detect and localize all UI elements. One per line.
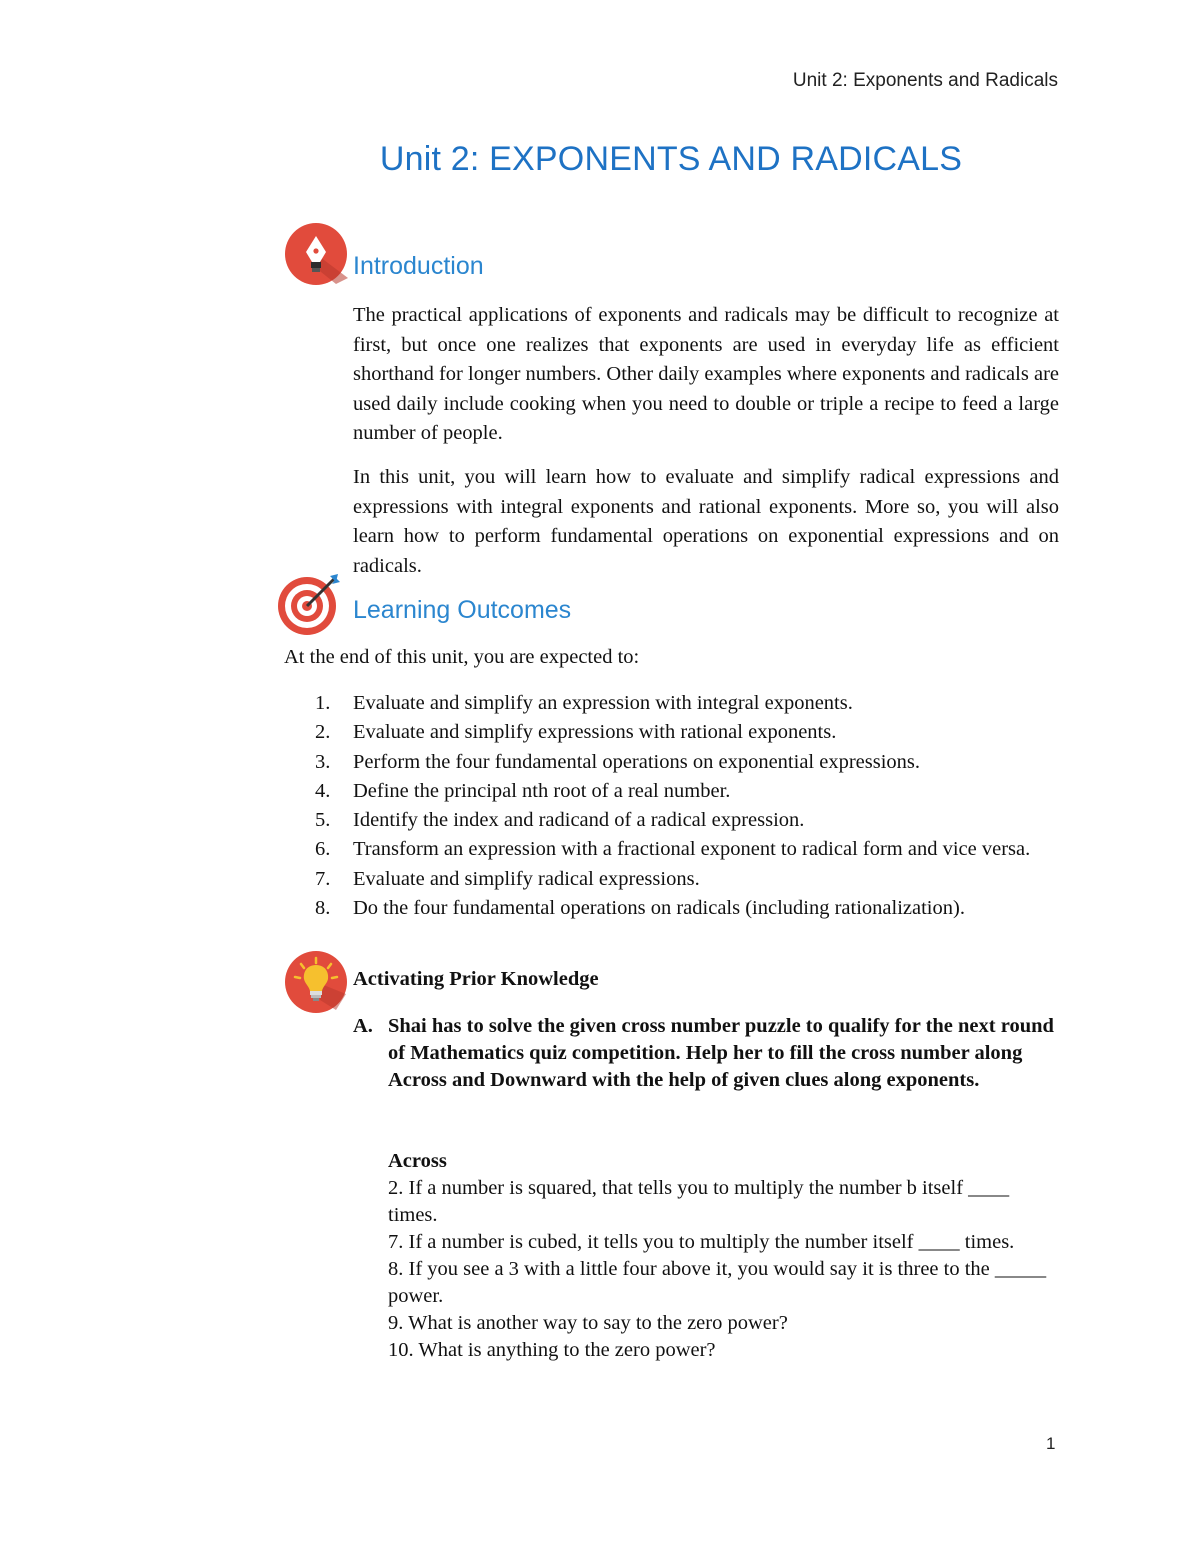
question-a	[353, 1013, 1059, 1094]
list-number: 7.	[315, 867, 331, 890]
clue-item: 7. If a number is cubed, it tells you to multiply the number itself ____ times.	[388, 1231, 1015, 1253]
list-text: Define the principal nth root of a real number.	[353, 779, 731, 802]
running-header: Unit 2: Exponents and Radicals	[792, 70, 1058, 91]
question-text: Shai has to solve the given cross number puzzle to qualify for the next round of Mathematics quiz competition. Help her to fill the cross number along Across and Downward with the help of given clues along exponents.	[388, 1015, 1054, 1091]
list-text: Identify the index and radicand of a radical expression.	[353, 809, 805, 832]
introduction-heading: Introduction	[353, 252, 484, 280]
outcomes-lead: At the end of this unit, you are expected to:	[284, 646, 640, 668]
clue-item: 9. What is another way to say to the zero power?	[388, 1312, 788, 1334]
list-item	[315, 689, 1075, 718]
list-item	[315, 865, 1075, 894]
list-text: Evaluate and simplify radical expressions.	[353, 867, 700, 890]
outcomes-list	[315, 689, 1075, 923]
clue-item: 10. What is anything to the zero power?	[388, 1339, 716, 1361]
list-text: Evaluate and simplify expressions with rational exponents.	[353, 721, 837, 744]
list-item	[315, 748, 1075, 777]
list-item	[315, 835, 1043, 864]
clues-block	[388, 1148, 1068, 1364]
list-text: Do the four fundamental operations on radicals (including rationalization).	[353, 897, 965, 920]
list-text: Transform an expression with a fractional exponent to radical form and vice versa.	[353, 838, 1031, 861]
list-number: 1.	[315, 692, 331, 714]
list-item	[315, 894, 1075, 923]
list-number: 5.	[315, 809, 331, 832]
list-text: Evaluate and simplify an expression with integral exponents.	[353, 692, 853, 714]
list-item	[315, 806, 1075, 835]
list-text: Perform the four fundamental operations on exponential expressions.	[353, 750, 921, 773]
page-title: Unit 2: EXPONENTS AND RADICALS	[379, 140, 963, 178]
page-number: 1	[1046, 1434, 1056, 1453]
pen-nib-icon	[284, 222, 348, 291]
list-item	[315, 777, 1075, 806]
list-number: 3.	[315, 750, 331, 773]
prior-knowledge-heading: Activating Prior Knowledge	[353, 968, 599, 990]
question-letter: A.	[353, 1015, 373, 1037]
learning-outcomes-heading: Learning Outcomes	[353, 596, 572, 624]
target-icon	[276, 572, 342, 641]
lightbulb-icon	[284, 950, 348, 1019]
list-number: 2.	[315, 721, 331, 744]
list-item	[315, 718, 1075, 747]
clues-heading: Across	[388, 1150, 447, 1172]
list-number: 4.	[315, 779, 331, 802]
list-number: 6.	[315, 838, 331, 861]
clue-item: 2. If a number is squared, that tells you to multiply the number b itself ____ times.	[388, 1177, 1010, 1226]
intro-paragraph-2: In this unit, you will learn how to evaluate and simplify radical expressions and expressions with integral exponents and rational exponents. More so, you will also learn how to perform fundamental operations on exponential expressions and on radicals.	[353, 466, 1059, 577]
list-number: 8.	[315, 897, 331, 920]
clue-item: 8. If you see a 3 with a little four above it, you would say it is three to the _____ power.	[388, 1258, 1047, 1307]
intro-paragraph-1: The practical applications of exponents and radicals may be difficult to recognize at first, but once one realizes that exponents are used in everyday life as efficient shorthand for longer numbers. Other daily examples where exponents and radicals are used daily include cooking when you need to double or triple a recipe to feed a large number of people.	[353, 304, 1059, 444]
